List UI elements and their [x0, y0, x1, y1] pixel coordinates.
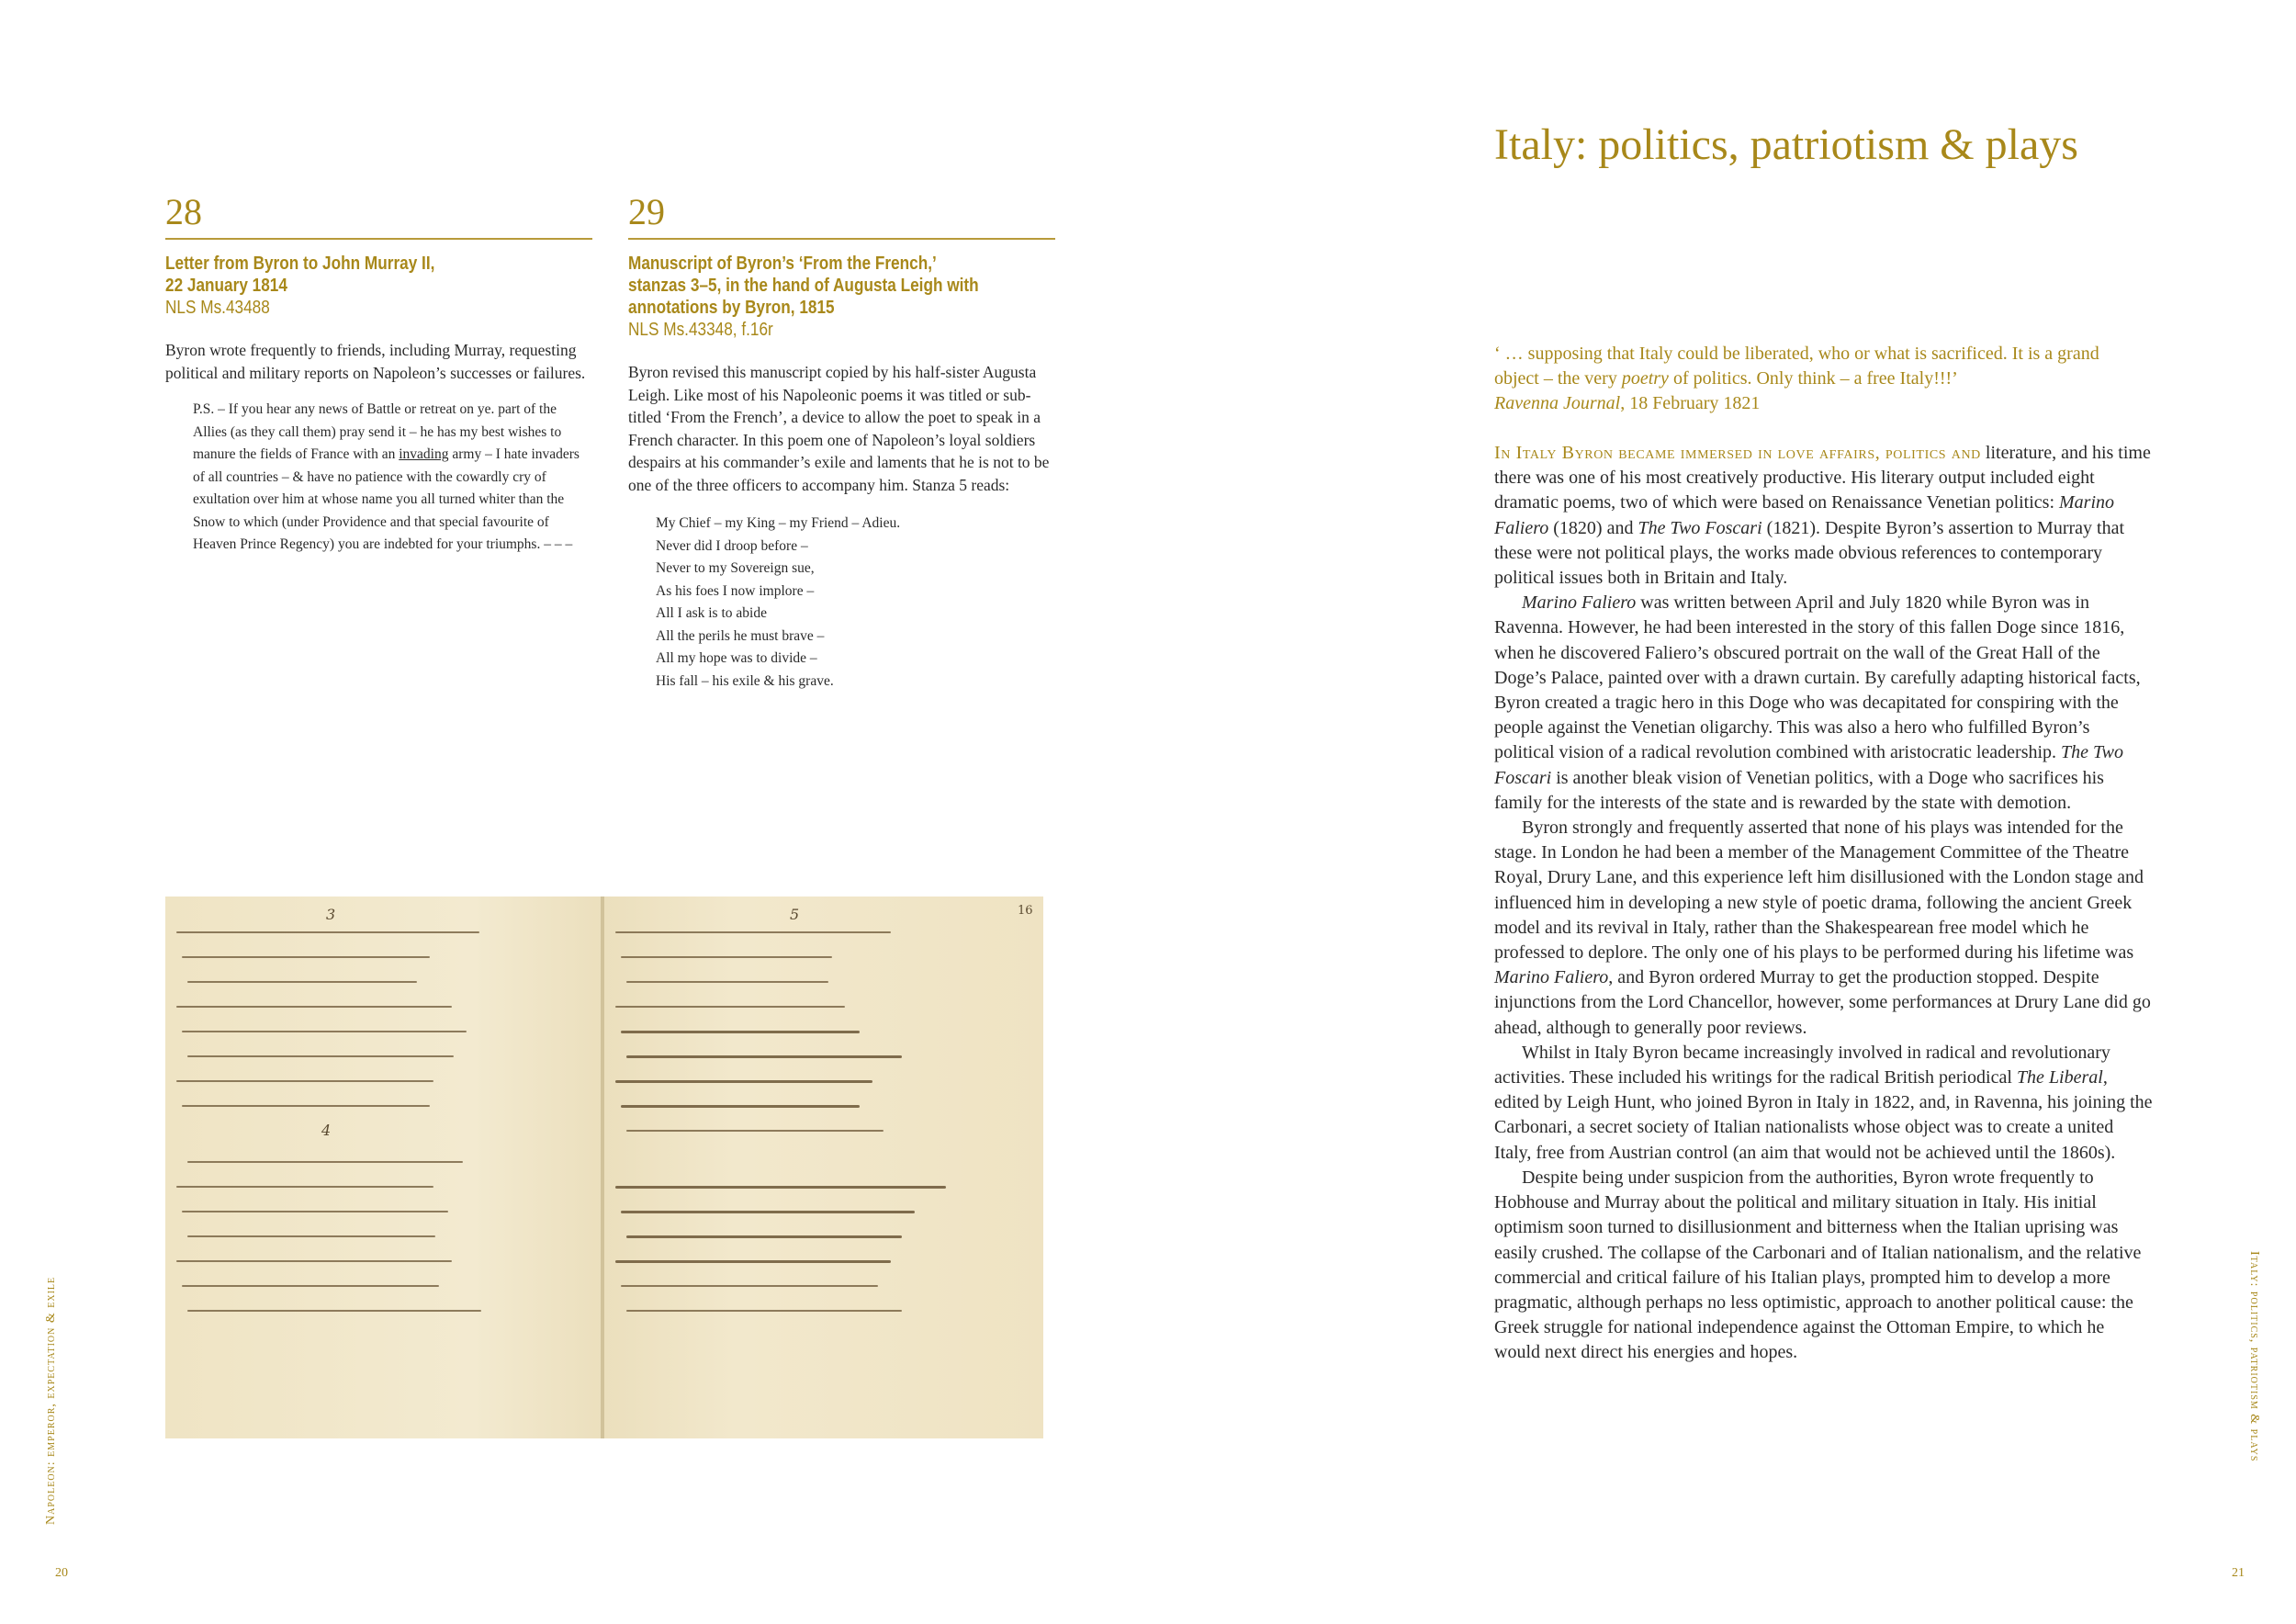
essay-paragraph: Despite being under suspicion from the authorities, Byron wrote frequently to Hobhouse and Murray about the political and military situation in Italy. His initial optimism soon turned to disillusionment and bitterness when the Italian uprising was easily crushed. The collapse of the Carbonari and of Italian nationalism, and the relative commercial and critical failure of his Italian plays, prompted him to develop a more pragmatic, although perhaps no less optimistic, approach to another political cause: the Greek struggle for national independence against the Ottoman Empire, to which he would next direct his energies and hopes. — [1494, 1167, 2142, 1363]
handwriting-line — [176, 1260, 452, 1262]
handwriting-line — [182, 1211, 448, 1212]
handwriting-line — [621, 956, 832, 958]
poem-line: Never did I droop before – — [656, 537, 808, 554]
entry-description: Byron wrote frequently to friends, including Murray, requesting political and military reports on Napoleon’s successes or failures. — [165, 341, 586, 382]
entry-number: 28 — [165, 191, 202, 232]
chapter-title: Italy: politics, patriotism & plays — [1494, 120, 2078, 169]
running-head-right: Italy: politics, patriotism & plays — [2247, 1251, 2261, 1462]
handwriting-line — [182, 1031, 467, 1032]
essay-paragraph: Byron strongly and frequently asserted that none of his plays was intended for the stage. In London he had been a member of the Management Committee of the Theatre Royal, Drury Lane, and this experience left him disillusioned with the London stage and influenced him in developing a new style of poetic drama, following the ancient Greek model and its revival in Italy, rather than the Shakespearean free model which he professed to deplore. The only one of his plays to be performed during his lifetime was Marino Faliero, and Byron ordered Murray to get the production stopped. Despite injunctions from the Lord Chancellor, however, some performances at Drury Lane did go ahead, although to generally poor reviews. — [1494, 818, 2151, 1038]
epigraph: ‘ … supposing that Italy could be liberated, who or what is sacrificed. It is a grand object – the very poetry of politics. Only think – a free Italy!!!’ Ravenna Journal, 18 February 1821 — [1494, 342, 2137, 416]
poem-line: All I ask is to abide — [656, 605, 767, 621]
entry-description: Byron revised this manuscript copied by his half-sister Augusta Leigh. Like most of his Napoleonic poems it was titled or sub-titled ‘From the French’, a device to allow the poet to speak in a French character. In this poem one of Napoleon’s loyal soldiers despairs at his commander’s exile and laments that he is not to be one of the three officers to accompany him. Stanza 5 reads: — [628, 363, 1050, 494]
handwriting-line — [187, 1310, 481, 1312]
poem-line: Never to my Sovereign sue, — [656, 560, 815, 576]
essay-body — [1494, 441, 2154, 1366]
catalogue-entry-29 — [628, 190, 1055, 693]
handwriting-line — [182, 1105, 430, 1107]
handwriting-line — [187, 981, 417, 983]
handwriting-line — [615, 1260, 891, 1263]
poem-line: All the perils he must brave – — [656, 627, 825, 644]
poem-line: His fall – his exile & his grave. — [656, 672, 834, 689]
handwriting-line — [621, 1211, 915, 1213]
handwriting-line — [187, 1235, 435, 1237]
handwriting-line — [615, 1006, 845, 1008]
handwriting-line — [615, 1186, 946, 1189]
running-head-left: Napoleon: emperor, expectation & exile — [44, 1276, 58, 1525]
handwriting-line — [621, 1285, 878, 1287]
entry-rule — [165, 238, 592, 240]
handwriting-line — [626, 1130, 884, 1132]
handwriting-line — [626, 981, 828, 983]
entry-shelfmark: NLS Ms.43348, f.16r — [628, 320, 773, 340]
stanza-number-4: 4 — [321, 1122, 332, 1139]
handwriting-line — [176, 931, 479, 933]
entry-title: Manuscript of Byron’s ‘From the French,’ stanzas 3–5, in the hand of Augusta Leigh with annotations by Byron, 1815 — [628, 254, 979, 318]
entry-quotation: P.S. – If you hear any news of Battle or retreat on ye. part of the Allies (as they call them) pray send it – he has my best wishes to manure the fields of France with an invading army – I hate invaders of all countries – & have no patience with the cowardly cry of exultation over him at whose name you all turned whiter than the Snow to which (under Providence and that special favourite of Heaven Prince Regency) you are indebted for your triumphs. – – – — [193, 401, 580, 552]
handwriting-line — [187, 1161, 463, 1163]
handwriting-line — [626, 1235, 902, 1238]
handwriting-line — [621, 1105, 860, 1108]
handwriting-line — [626, 1055, 902, 1058]
epigraph-source: Ravenna Journal, 18 February 1821 — [1494, 393, 1761, 413]
handwriting-line — [626, 1310, 902, 1312]
entry-title: Letter from Byron to John Murray II, 22 January 1814 — [165, 254, 435, 296]
essay-paragraph: Whilst in Italy Byron became increasingly involved in radical and revolutionary activities. These included his writings for the radical British periodical The Liberal, edited by Leigh Hunt, who joined Byron in Italy in 1822, and, in Ravenna, his joining the Carbonari, a secret society of Italian nationalists whose object was to create a united Italy, free from Austrian control (an aim that would not be achieved until the 1860s). — [1494, 1042, 2153, 1163]
folio-mark: 16 — [1018, 904, 1033, 918]
manuscript-image — [165, 897, 1043, 1438]
handwriting-line — [182, 1285, 439, 1287]
entry-number: 29 — [628, 191, 665, 232]
catalogue-entry-28 — [165, 190, 592, 557]
handwriting-line — [615, 931, 891, 933]
handwriting-line — [621, 1031, 860, 1033]
handwriting-line — [182, 956, 430, 958]
essay-paragraph: Marino Faliero was written between April and July 1820 while Byron was in Ravenna. However, he had been interested in the story of this fallen Doge since 1816, when he discovered Faliero’s obscured portrait on the wall of the Great Hall of the Doge’s Palace, painted over with a drawn curtain. By carefully adapting historical facts, Byron created a tragic hero in this Doge who was decapitated for conspiring with the people against the Venetian oligarchy. This was also a hero who fulfilled Byron’s political vision of a radical revolution combined with aristocratic leadership. The Two Foscari is another bleak vision of Venetian politics, with a Doge who sacrifices his family for the interests of the state and is rewarded by the state with demotion. — [1494, 592, 2141, 813]
entry-shelfmark: NLS Ms.43488 — [165, 298, 270, 318]
handwriting-line — [176, 1006, 452, 1008]
poem-line: All my hope was to divide – — [656, 650, 817, 666]
page-number-right: 21 — [2232, 1566, 2245, 1580]
page-fold — [601, 897, 604, 1438]
handwriting-line — [187, 1055, 454, 1057]
entry-rule — [628, 238, 1055, 240]
handwriting-line — [176, 1186, 433, 1188]
stanza-number-3: 3 — [326, 906, 336, 923]
essay-paragraph: In Italy Byron became immersed in love affairs, politics and literature, and his time there was one of his most creatively productive. His literary output included eight dramatic poems, two of which were based on Renaissance Venetian politics: Marino Faliero (1820) and The Two Foscari (1821). Despite Byron’s assertion to Murray that these were not political plays, the works made obvious references to contemporary political issues both in Britain and Italy. — [1494, 443, 2151, 589]
page-number-left: 20 — [55, 1566, 68, 1580]
handwriting-line — [176, 1080, 433, 1082]
handwriting-line — [615, 1080, 872, 1083]
poem-line: As his foes I now implore – — [656, 582, 815, 599]
stanza-number-5: 5 — [790, 906, 800, 923]
poem-line: My Chief – my King – my Friend – Adieu. — [656, 515, 901, 531]
stanza-5-poem — [656, 513, 1055, 693]
